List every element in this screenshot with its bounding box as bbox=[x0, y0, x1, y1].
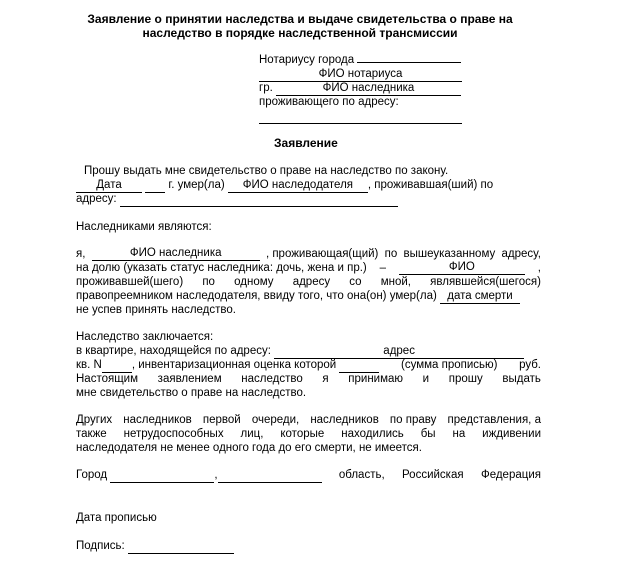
signature-line: Подпись: bbox=[76, 539, 234, 554]
heir-line-2: на долю (указать статус наследника: дочь, жена и пр.) – ФИО , bbox=[76, 261, 541, 274]
doc-title-line-1: Заявление о принятии наследства и выдаче свидетельства о праве на bbox=[87, 12, 513, 26]
others-line-1: Других наследников первой очереди, наследников по праву представления, а bbox=[76, 414, 541, 426]
addressee-address-line bbox=[259, 109, 462, 124]
heir-line-3: проживавшей(шего) по одному адресу со мной, являвшейся(шегося) bbox=[76, 276, 541, 288]
date-in-words: Дата прописью bbox=[76, 512, 157, 524]
request-line-2: Дата г. умер(ла) ФИО наследодателя , проживавшая(ший) по bbox=[76, 178, 493, 193]
estate-line-2: кв. N , инвентаризационная оценка которой (сумма прописью) руб. bbox=[76, 359, 541, 371]
doc-title-line-2: наследство в порядке наследственной трансмиссии bbox=[142, 26, 458, 40]
estate-line-4: мне свидетельство о праве на наследство. bbox=[76, 387, 307, 399]
addressee-notary-city: Нотариусу города bbox=[259, 53, 461, 67]
request-line-1: Прошу выдать мне свидетельство о праве на наследство по закону. bbox=[84, 165, 449, 177]
heir-line-1: я, ФИО наследника , проживающая(щий) по вышеуказанному адресу, bbox=[76, 247, 541, 260]
estate-line-3: Настоящим заявлением наследство я принимаю и прошу выдать bbox=[76, 373, 541, 385]
others-line-3: наследодателя не менее одного года до его смерти, не имеется. bbox=[76, 442, 422, 454]
addressee-notary-name: ФИО нотариуса bbox=[259, 67, 462, 82]
others-line-2: также нетрудоспособных лиц, которые находились бы на иждивении bbox=[76, 428, 541, 440]
heir-line-4: правопреемником наследодателя, ввиду того, что она(он) умер(ла) дата смерти bbox=[76, 289, 520, 304]
estate-heading: Наследство заключается: bbox=[76, 331, 214, 343]
heirs-heading: Наследниками являются: bbox=[76, 221, 212, 233]
addressee-heir: гр. ФИО наследника bbox=[259, 81, 461, 96]
request-line-3: адресу: bbox=[76, 192, 398, 207]
estate-line-1: в квартире, находящейся по адресу: адрес bbox=[76, 344, 524, 359]
statement-heading: Заявление bbox=[274, 136, 338, 150]
addressee-residing: проживающего по адресу: bbox=[259, 96, 399, 108]
heir-line-5: не успев принять наследство. bbox=[76, 304, 236, 316]
city-line: Город , область, Российская Федерация bbox=[76, 469, 541, 481]
